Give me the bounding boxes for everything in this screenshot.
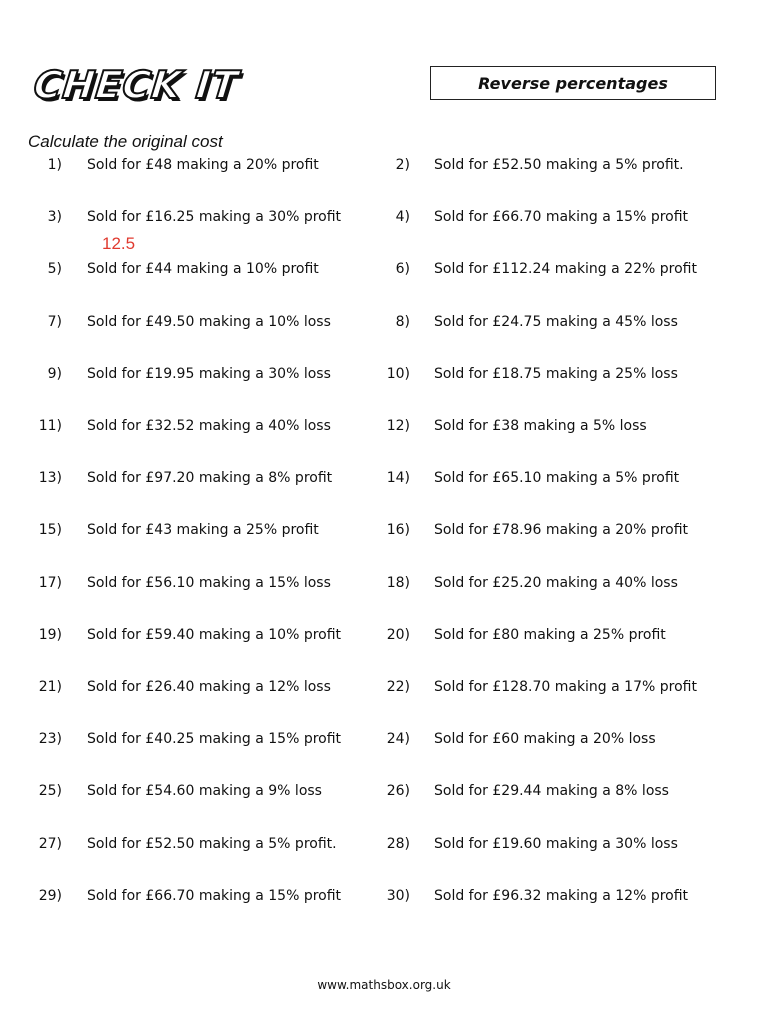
question-number: 18) [386,575,410,591]
check-it-logo: CHECK IT [31,63,241,107]
question-text: Sold for £112.24 making a 22% profit [434,261,697,277]
question-number: 12) [386,418,410,434]
question-text: Sold for £56.10 making a 15% loss [87,575,331,591]
question-text: Sold for £40.25 making a 15% profit [87,731,342,747]
question-text: Sold for £60 making a 20% loss [434,731,656,747]
instruction-text: Calculate the original cost [28,132,223,151]
question-number: 2) [395,157,410,173]
question-number: 17) [38,575,62,591]
question-number: 22) [386,679,410,695]
question-text: Sold for £43 making a 25% profit [87,522,319,538]
question-number: 8) [395,314,410,330]
question-text: Sold for £52.50 making a 5% profit. [434,157,684,173]
question-text: Sold for £32.52 making a 40% loss [87,418,331,434]
question-number: 5) [47,261,62,277]
question-text: Sold for £24.75 making a 45% loss [434,314,678,330]
question-text: Sold for £19.95 making a 30% loss [87,366,331,382]
question-number: 11) [38,418,62,434]
question-text: Sold for £16.25 making a 30% profit [87,209,342,225]
question-number: 7) [47,314,62,330]
footer-url: www.mathsbox.org.uk [317,978,451,992]
question-text: Sold for £49.50 making a 10% loss [87,314,331,330]
question-text: Sold for £97.20 making a 8% profit [87,470,333,486]
question-number: 10) [386,366,410,382]
question-text: Sold for £128.70 making a 17% profit [434,679,697,695]
question-text: Sold for £66.70 making a 15% profit [434,209,689,225]
question-text: Sold for £59.40 making a 10% profit [87,627,342,643]
question-text: Sold for £54.60 making a 9% loss [87,783,322,799]
question-number: 29) [38,888,62,904]
question-text: Sold for £52.50 making a 5% profit. [87,836,337,852]
handwritten-answer: 12.5 [102,234,136,253]
question-text: Sold for £44 making a 10% profit [87,261,319,277]
question-text: Sold for £18.75 making a 25% loss [434,366,678,382]
question-number: 30) [386,888,410,904]
question-number: 15) [38,522,62,538]
question-number: 27) [38,836,62,852]
question-number: 23) [38,731,62,747]
question-number: 3) [47,209,62,225]
question-number: 26) [386,783,410,799]
question-number: 14) [386,470,410,486]
question-text: Sold for £19.60 making a 30% loss [434,836,678,852]
worksheet-title: Reverse percentages [478,73,668,93]
question-text: Sold for £26.40 making a 12% loss [87,679,331,695]
question-number: 16) [386,522,410,538]
question-text: Sold for £29.44 making a 8% loss [434,783,669,799]
question-text: Sold for £65.10 making a 5% profit [434,470,680,486]
question-text: Sold for £66.70 making a 15% profit [87,888,342,904]
question-number: 28) [386,836,410,852]
question-text: Sold for £96.32 making a 12% profit [434,888,689,904]
question-text: Sold for £25.20 making a 40% loss [434,575,678,591]
question-number: 24) [386,731,410,747]
question-number: 4) [395,209,410,225]
question-number: 1) [47,157,62,173]
question-number: 21) [38,679,62,695]
question-text: Sold for £80 making a 25% profit [434,627,666,643]
question-number: 13) [38,470,62,486]
question-number: 20) [386,627,410,643]
question-number: 25) [38,783,62,799]
question-number: 6) [395,261,410,277]
question-text: Sold for £48 making a 20% profit [87,157,319,173]
worksheet-title-box [430,66,716,100]
question-number: 9) [47,366,62,382]
question-text: Sold for £38 making a 5% loss [434,418,647,434]
question-text: Sold for £78.96 making a 20% profit [434,522,689,538]
question-number: 19) [38,627,62,643]
